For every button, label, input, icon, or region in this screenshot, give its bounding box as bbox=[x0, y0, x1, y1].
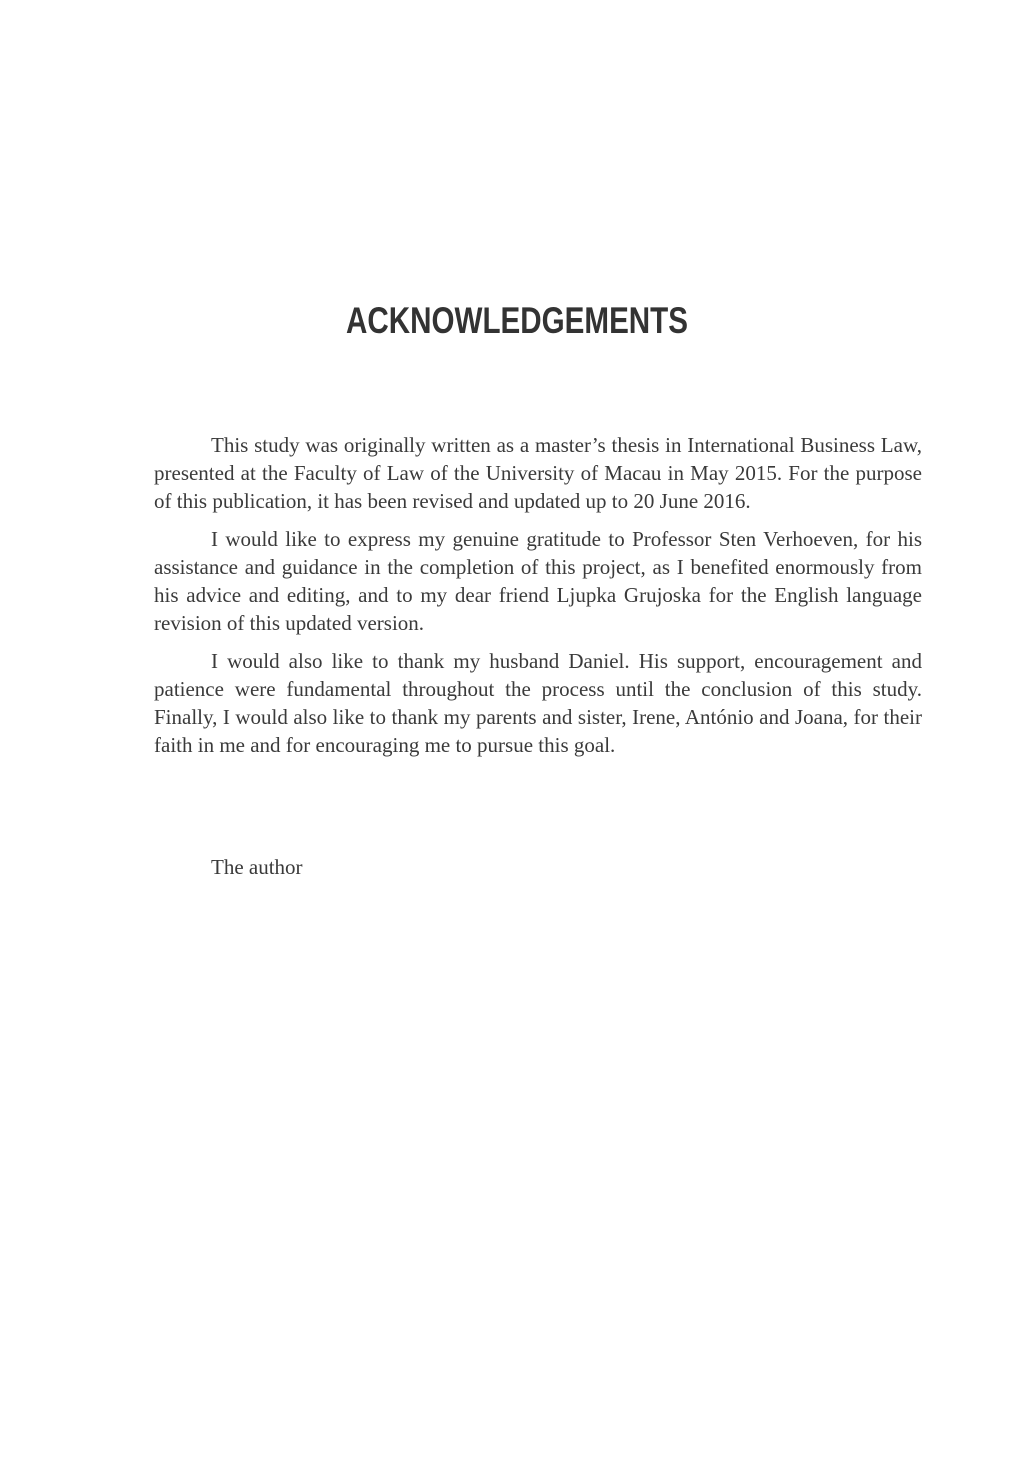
acknowledgement-body bbox=[154, 431, 922, 769]
paragraph-1: This study was originally written as a master’s thesis in International Business Law, presented at the Faculty of Law of the University of Macau in May 2015. For the purpose of this publication, it has been revised and updated up to 20 June 2016. bbox=[154, 433, 922, 513]
paragraph-2: I would like to express my genuine gratitude to Professor Sten Verhoeven, for his assistance and guidance in the completion of this project, as I benefited enormously from his advice and editing, and to my dear friend Ljupka Grujoska for the English language revision of this updated version. bbox=[154, 527, 922, 635]
paragraph-3: I would also like to thank my husband Daniel. His support, encouragement and patience were fundamental throughout the process until the conclusion of this study. Finally, I would also like to thank my parents and sister, Irene, António and Joana, for their faith in me and for encouraging me to pursue this goal. bbox=[154, 649, 922, 757]
page-title: ACKNOWLEDGEMENTS bbox=[345, 300, 689, 341]
author-signature: The author bbox=[211, 855, 303, 879]
